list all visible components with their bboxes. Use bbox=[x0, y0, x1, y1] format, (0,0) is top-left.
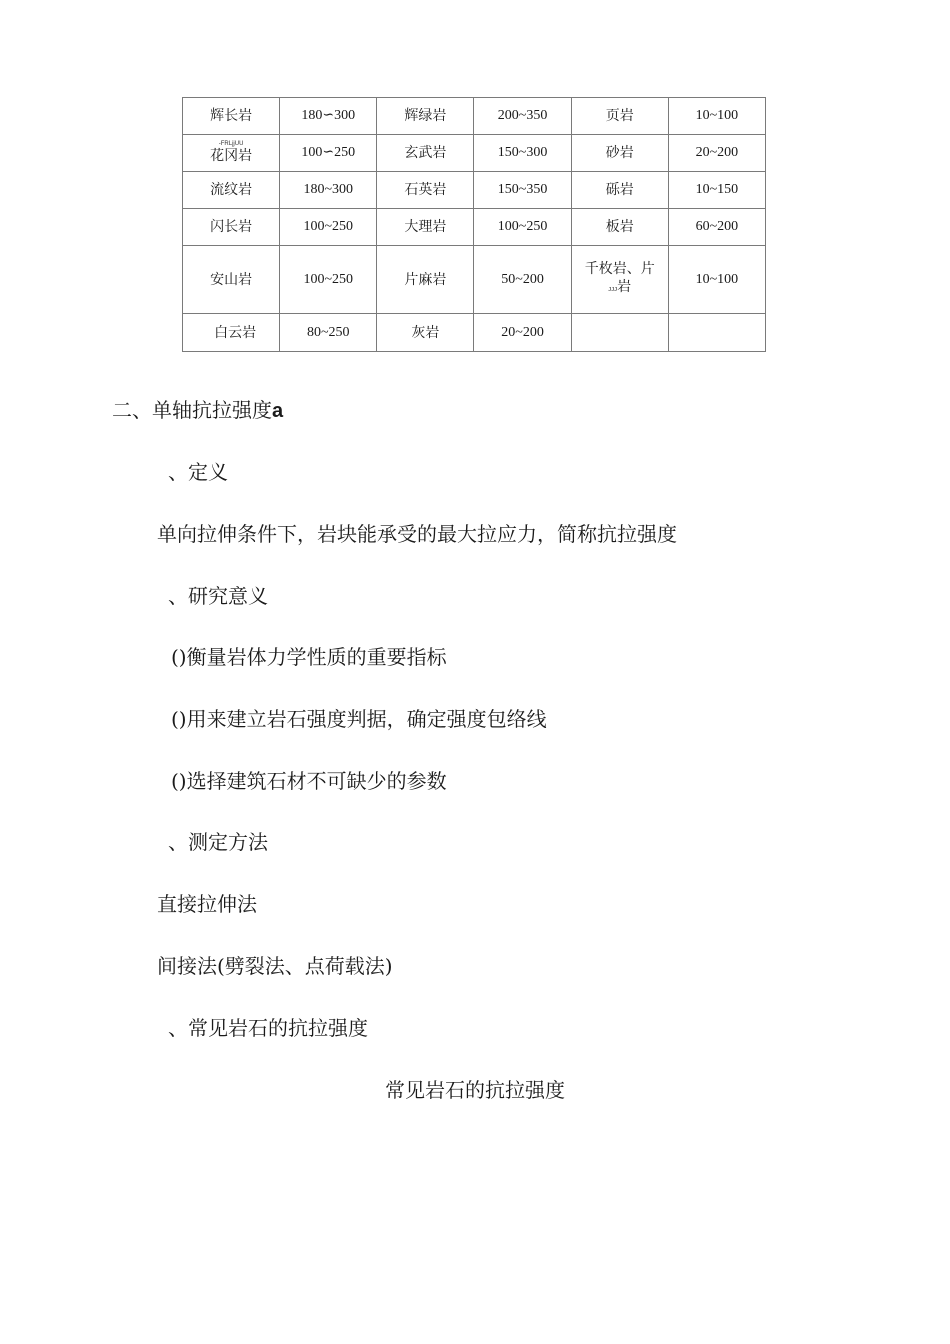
table-cell: 10~100 bbox=[668, 246, 765, 314]
table-row bbox=[183, 314, 766, 352]
list-item: ()用来建立岩石强度判据，确定强度包络线 bbox=[171, 707, 547, 731]
table-cell: 砾岩 bbox=[571, 172, 668, 209]
table-row bbox=[183, 98, 766, 135]
table-cell: 100~250 bbox=[280, 246, 377, 314]
table-cell: 石英岩 bbox=[377, 172, 474, 209]
table-cell: 100~250 bbox=[474, 209, 571, 246]
table-cell: 安山岩 bbox=[183, 246, 280, 314]
table-cell: 150~300 bbox=[474, 135, 571, 172]
table-cell: 60~200 bbox=[668, 209, 765, 246]
definition-text: 单向拉伸条件下，岩块能承受的最大拉应力，简称抗拉强度 bbox=[157, 522, 677, 546]
table-cell: 大理岩 bbox=[377, 209, 474, 246]
table-cell: 180∽300 bbox=[280, 98, 377, 135]
subheading-significance: 、研究意义 bbox=[168, 584, 268, 608]
table-cell: 80~250 bbox=[280, 314, 377, 352]
table-caption: 常见岩石的抗拉强度 bbox=[385, 1078, 565, 1102]
table-row bbox=[183, 135, 766, 172]
section-heading-text: 二、单轴抗拉强度 bbox=[112, 398, 272, 422]
table-cell: 180~300 bbox=[280, 172, 377, 209]
table-cell: 100∽250 bbox=[280, 135, 377, 172]
scan-artifact-text: ᴊᴊᴊ bbox=[608, 286, 618, 293]
table-cell: 玄武岩 bbox=[377, 135, 474, 172]
table-cell: 灰岩 bbox=[377, 314, 474, 352]
list-item: ()选择建筑石材不可缺少的参数 bbox=[171, 769, 447, 793]
subheading-definition: 、定义 bbox=[168, 460, 228, 484]
table-cell: 20~200 bbox=[668, 135, 765, 172]
table-cell: 200~350 bbox=[474, 98, 571, 135]
table-row bbox=[183, 209, 766, 246]
table-cell bbox=[571, 246, 668, 314]
table-cell: 10~150 bbox=[668, 172, 765, 209]
table-row bbox=[183, 246, 766, 314]
rock-strength-table bbox=[182, 97, 766, 352]
table-cell bbox=[183, 135, 280, 172]
sigma-symbol: a bbox=[272, 400, 284, 422]
table-cell: 辉长岩 bbox=[183, 98, 280, 135]
table-cell: 流纹岩 bbox=[183, 172, 280, 209]
table-cell: 页岩 bbox=[571, 98, 668, 135]
section-heading bbox=[112, 397, 283, 424]
table-cell: 砂岩 bbox=[571, 135, 668, 172]
table-cell bbox=[668, 314, 765, 352]
table-row bbox=[183, 172, 766, 209]
list-item: ()衡量岩体力学性质的重要指标 bbox=[171, 645, 447, 669]
table-cell: 辉绿岩 bbox=[377, 98, 474, 135]
method-item: 间接法(劈裂法、点荷载法) bbox=[157, 954, 393, 978]
table-cell-text: 千枚岩、片 bbox=[584, 261, 655, 277]
table-cell: 10~100 bbox=[668, 98, 765, 135]
table-cell: 150~350 bbox=[474, 172, 571, 209]
table-cell: 板岩 bbox=[571, 209, 668, 246]
scan-artifact-text: -FRLjjUU bbox=[218, 141, 244, 147]
table-cell: 闪长岩 bbox=[183, 209, 280, 246]
subheading-methods: 、测定方法 bbox=[168, 830, 268, 854]
subheading-common-rocks: 、常见岩石的抗拉强度 bbox=[168, 1016, 368, 1040]
table-cell bbox=[571, 314, 668, 352]
method-item: 直接拉伸法 bbox=[157, 892, 257, 916]
table-cell: 片麻岩 bbox=[377, 246, 474, 314]
table-cell: 20~200 bbox=[474, 314, 571, 352]
table-cell: 100~250 bbox=[280, 209, 377, 246]
table-cell-text: 花冈岩 bbox=[210, 148, 253, 164]
table-cell: 白云岩 bbox=[183, 314, 280, 352]
table-cell: 50~200 bbox=[474, 246, 571, 314]
table-cell-text: 岩 bbox=[617, 279, 632, 295]
